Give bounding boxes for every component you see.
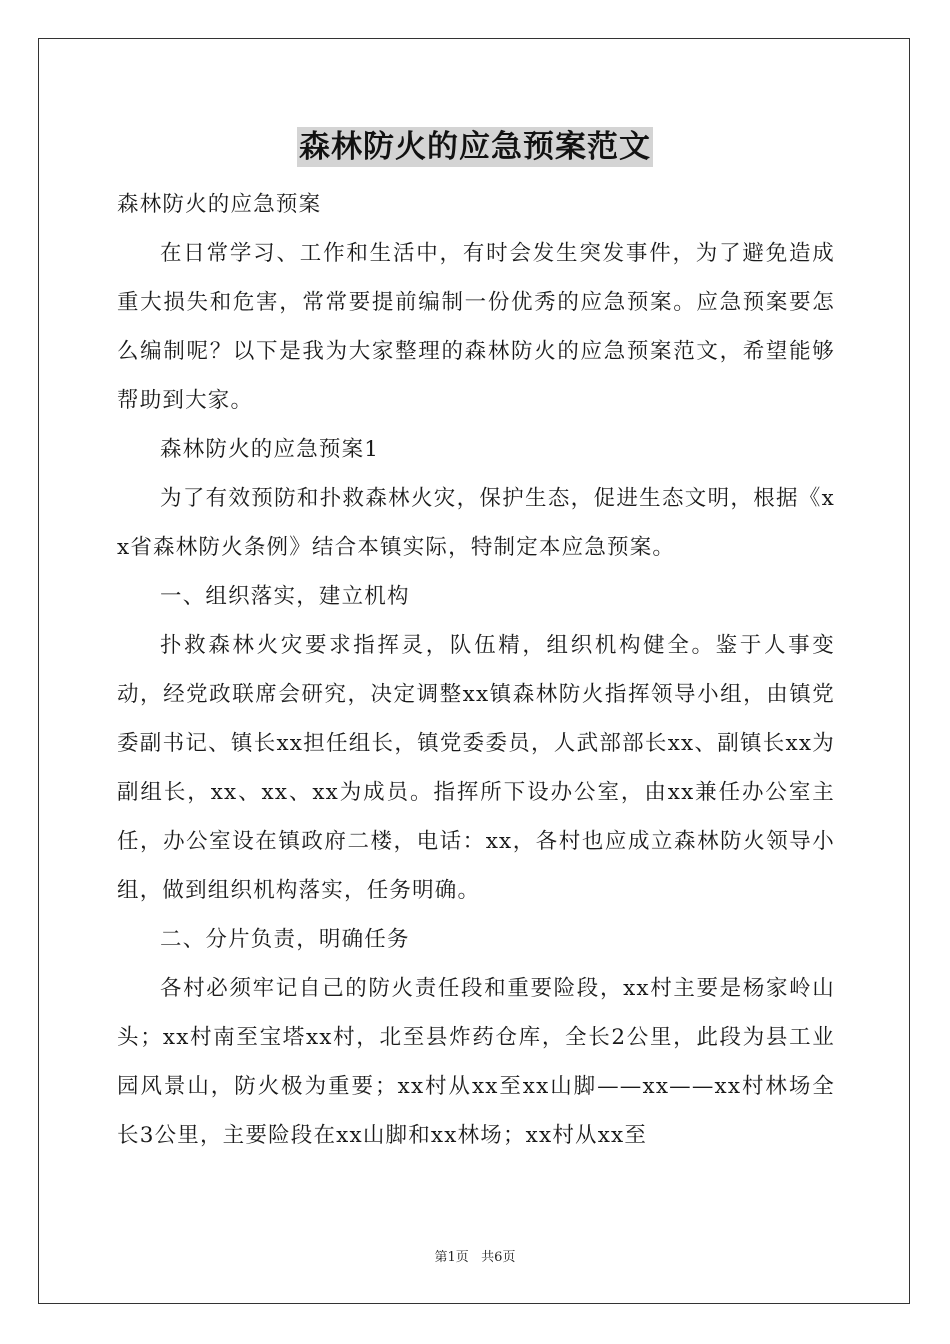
section-heading: 二、分片负责，明确任务 — [160, 927, 410, 952]
title-wrap — [0, 127, 950, 167]
paragraph: 在日常学习、工作和生活中，有时会发生突发事件，为了避免造成重大损失和危害，常常要提前编制一份优秀的应急预案。应急预案要怎么编制呢？以下是我为大家整理的森林防火的应急预案范文，希望能够帮助到大家。 — [117, 241, 835, 413]
section-heading: 森林防火的应急预案1 — [160, 437, 380, 462]
document-title: 森林防火的应急预案范文 — [299, 129, 651, 165]
paragraph: 森林防火的应急预案 — [117, 192, 322, 217]
document-body — [117, 180, 835, 1160]
section-heading: 一、组织落实，建立机构 — [160, 584, 410, 609]
paragraph: 为了有效预防和扑救森林火灾，保护生态，促进生态文明，根据《xx省森林防火条例》结合本镇实际，特制定本应急预案。 — [117, 486, 835, 560]
page-number: 第1页 共6页 — [434, 1250, 516, 1265]
paragraph: 扑救森林火灾要求指挥灵，队伍精，组织机构健全。鉴于人事变动，经党政联席会研究，决定调整xx镇森林防火指挥领导小组，由镇党委副书记、镇长xx担任组长，镇党委委员，人武部部长xx、副镇长xx为副组长，xx、xx、xx为成员。指挥所下设办公室，由xx兼任办公室主任，办公室设在镇政府二楼，电话：xx，各村也应成立森林防火领导小组，做到组织机构落实，任务明确。 — [117, 633, 835, 903]
paragraph: 各村必须牢记自己的防火责任段和重要险段，xx村主要是杨家岭山头；xx村南至宝塔xx村，北至县炸药仓库，全长2公里，此段为县工业园风景山，防火极为重要；xx村从xx至xx山脚——xx——xx村林场全长3公里，主要险段在xx山脚和xx林场；xx村从xx至 — [117, 976, 835, 1148]
